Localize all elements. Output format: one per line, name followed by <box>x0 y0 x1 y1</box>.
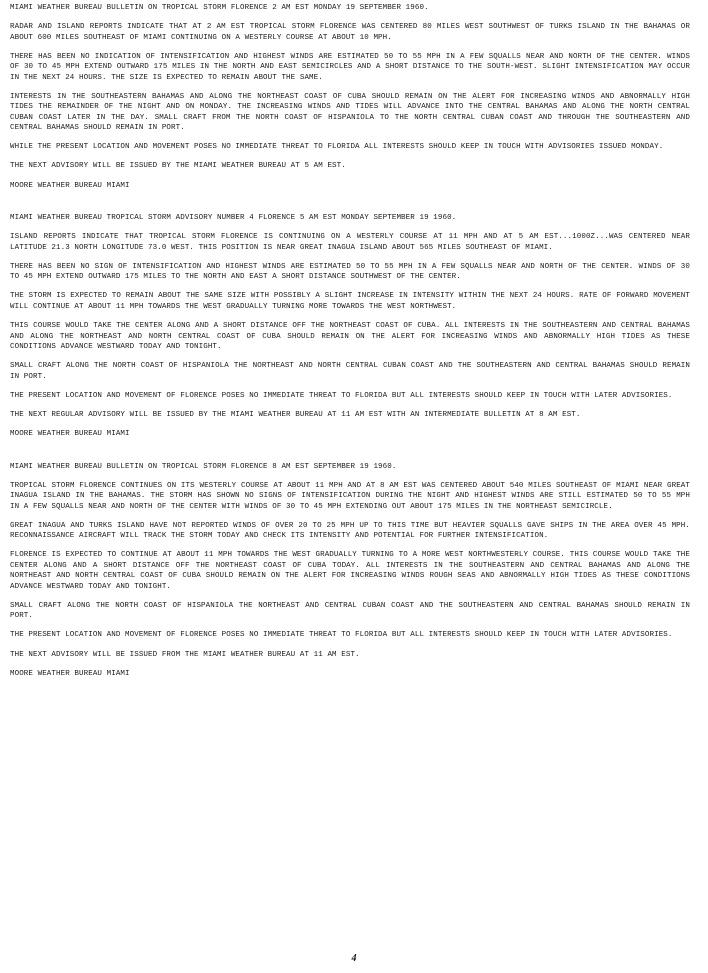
bulletin-heading: MIAMI WEATHER BUREAU BULLETIN ON TROPICAL STORM FLORENCE 8 AM EST SEPTEMBER 19 1960. <box>10 462 397 471</box>
bulletin-paragraph: THE NEXT ADVISORY WILL BE ISSUED BY THE MIAMI WEATHER BUREAU AT 5 AM EST. <box>10 162 346 171</box>
bulletin-paragraph: ISLAND REPORTS INDICATE THAT TROPICAL STORM FLORENCE IS CONTINUING ON A WESTERLY COURSE AT 11 MPH AND AT 5 AM EST...1000Z...WAS CENTERED NEAR LATITUDE 21.3 NORTH LONGITUDE 73.0 WEST. THIS POSITION IS NEAR GREAT INAGUA ISLAND ABOUT 565 MILES SOUTHEAST OF MIAMI. <box>10 233 690 252</box>
bulletin-paragraph: GREAT INAGUA AND TURKS ISLAND HAVE NOT REPORTED WINDS OF OVER 20 TO 25 MPH UP TO THIS TIME BUT HEAVIER SQUALLS GAVE SHIPS IN THE AREA OVER 45 MPH. RECONNAISSANCE AIRCRAFT WILL TRACK THE STORM TODAY AND CHECK ITS INTENSITY AND POTENTIAL FOR FURTHER INTENSIFICATION. <box>10 521 690 541</box>
bulletin-paragraph: WHILE THE PRESENT LOCATION AND MOVEMENT POSES NO IMMEDIATE THREAT TO FLORIDA ALL INTERESTS SHOULD KEEP IN TOUCH WITH ADVISORIES ISSUED MONDAY. <box>10 143 664 152</box>
page-number: 4 <box>351 953 357 964</box>
bulletin-paragraph: THIS COURSE WOULD TAKE THE CENTER ALONG AND A SHORT DISTANCE OFF THE NORTHEAST COAST OF CUBA. ALL INTERESTS IN THE SOUTHEASTERN AND CENTRAL BAHAMAS AND ALONG THE NORTHEAST AND NORTH CENTRAL COAST OF CUBA SHOULD REMAIN ON THE ALERT FOR INCREASING WINDS AND ABNORMALLY HIGH TIDES AS THESE CONDITIONS ADVANCE WESTWARD TODAY AND TONIGHT. <box>10 322 690 351</box>
bulletin-paragraph: RADAR AND ISLAND REPORTS INDICATE THAT AT 2 AM EST TROPICAL STORM FLORENCE WAS CENTERED 80 MILES WEST SOUTHWEST OF TURKS ISLAND IN THE BAHAMAS OR ABOUT 600 MILES SOUTHEAST OF MIAMI CONTINUING ON A WESTERLY COURSE AT ABOUT 10 MPH. <box>10 23 690 42</box>
bulletin-paragraph: INTERESTS IN THE SOUTHEASTERN BAHAMAS AND ALONG THE NORTHEAST COAST OF CUBA SHOULD REMAIN ON THE ALERT FOR INCREASING WINDS AND ABNORMALLY HIGH TIDES THE REMAINDER OF THE NIGHT AND ON MONDAY. THE INCREASING WINDS AND TIDES WILL ADVANCE INTO THE CENTRAL BAHAMAS AND ALONG THE NORTH CENTRAL CUBAN COAST LATER IN THE DAY. SMALL CRAFT FROM THE NORTH COAST OF HISPANIOLA TO THE NORTH CENTRAL CUBAN COAST AND THROUGH THE SOUTHEASTERN AND CENTRAL BAHAMAS SHOULD REMAIN IN PORT. <box>10 92 690 133</box>
bulletin-paragraph: THERE HAS BEEN NO INDICATION OF INTENSIFICATION AND HIGHEST WINDS ARE ESTIMATED 50 TO 55 MPH IN A FEW SQUALLS NEAR AND NORTH OF THE CENTER. WINDS OF 30 TO 45 MPH EXTEND OUTWARD 175 MILES IN THE NORTH AND EAST SEMICIRCLES AND A SHORT DISTANCE TO THE SOUTH-WEST. SLIGHT INTENSIFICATION MAY OCCUR IN THE NEXT 24 HOURS. THE SIZE IS EXPECTED TO REMAIN ABOUT THE SAME. <box>10 52 690 82</box>
bulletin-paragraph: SMALL CRAFT ALONG THE NORTH COAST OF HISPANIOLA THE NORTHEAST AND NORTH CENTRAL CUBAN COAST AND THE SOUTHEASTERN AND CENTRAL BAHAMAS SHOULD REMAIN IN PORT. <box>10 362 690 381</box>
bulletin-signature: MOORE WEATHER BUREAU MIAMI <box>10 181 130 190</box>
bulletin-signature: MOORE WEATHER BUREAU MIAMI <box>10 430 130 439</box>
bulletin-paragraph: THE PRESENT LOCATION AND MOVEMENT OF FLORENCE POSES NO IMMEDIATE THREAT TO FLORIDA BUT ALL INTERESTS SHOULD KEEP IN TOUCH WITH LATER ADVISORIES. <box>10 631 673 640</box>
bulletin-paragraph: THE STORM IS EXPECTED TO REMAIN ABOUT THE SAME SIZE WITH POSSIBLY A SLIGHT INCREASE IN INTENSITY WITHIN THE NEXT 24 HOURS. RATE OF FORWARD MOVEMENT WILL CONTINUE AT ABOUT 11 MPH TOWARDS THE WEST GRADUALLY TURNING MORE TOWARDS THE WEST NORTHWEST. <box>10 292 690 311</box>
bulletin-heading: MIAMI WEATHER BUREAU TROPICAL STORM ADVISORY NUMBER 4 FLORENCE 5 AM EST MONDAY SEPTEMBER 19 1960. <box>10 214 457 223</box>
bulletin-8am <box>10 462 690 680</box>
bulletin-paragraph: THE PRESENT LOCATION AND MOVEMENT OF FLORENCE POSES NO IMMEDIATE THREAT TO FLORIDA BUT ALL INTERESTS SHOULD KEEP IN TOUCH WITH LATER ADVISORIES. <box>10 391 673 400</box>
bulletin-heading: MIAMI WEATHER BUREAU BULLETIN ON TROPICAL STORM FLORENCE 2 AM EST MONDAY 19 SEPTEMBER 1960. <box>10 4 429 12</box>
advisory-4-5am <box>10 213 690 439</box>
bulletin-paragraph: THERE HAS BEEN NO SIGN OF INTENSIFICATION AND HIGHEST WINDS ARE ESTIMATED 50 TO 55 MPH IN A FEW SQUALLS NEAR AND NORTH OF THE CENTER. WINDS OF 30 TO 45 MPH EXTEND OUTWARD 175 MILES TO THE NORTH AND EAST A SHORT DISTANCE SOUTHWEST OF THE CENTER. <box>10 262 690 282</box>
bulletin-paragraph: TROPICAL STORM FLORENCE CONTINUES ON ITS WESTERLY COURSE AT ABOUT 11 MPH AND AT 8 AM EST WAS CENTERED ABOUT 540 MILES SOUTHEAST OF MIAMI NEAR GREAT INAGUA ISLAND IN THE BAHAMAS. THE STORM HAS SHOWN NO SIGNS OF INTENSIFICATION DURING THE NIGHT AND HIGHEST WINDS ARE STILL ESTIMATED 50 TO 55 MPH IN A FEW SQUALLS NEAR AND NORTH OF THE CENTER WITH WINDS OF 30 TO 45 MPH EXTENDING OUT ABOUT 175 MILES IN THE NORTHEAST SEMICIRCLE. <box>10 481 690 511</box>
bulletin-paragraph: FLORENCE IS EXPECTED TO CONTINUE AT ABOUT 11 MPH TOWARDS THE WEST GRADUALLY TURNING TO A MORE WEST NORTHWESTERLY COURSE. THIS COURSE WOULD TAKE THE CENTER ALONG AND A SHORT DISTANCE OFF THE NORTHEAST COAST OF CUBA TODAY. ALL INTERESTS IN THE SOUTHEASTERN AND CENTRAL BAHAMAS AND ALONG THE NORTHEAST AND NORTH CENTRAL COAST OF CUBA SHOULD REMAIN ON THE ALERT FOR INCREASING WINDS ROUGH SEAS AND ABNORMALLY HIGH TIDES AS THESE CONDITIONS ADVANCE WESTWARD TODAY AND TONIGHT. <box>10 551 690 591</box>
bulletin-paragraph: THE NEXT ADVISORY WILL BE ISSUED FROM THE MIAMI WEATHER BUREAU AT 11 AM EST. <box>10 650 360 659</box>
bulletin-signature: MOORE WEATHER BUREAU MIAMI <box>10 669 130 678</box>
bulletin-stack <box>10 3 690 679</box>
bulletin-paragraph: THE NEXT REGULAR ADVISORY WILL BE ISSUED BY THE MIAMI WEATHER BUREAU AT 11 AM EST WITH AN INTERMEDIATE BULLETIN AT 8 AM EST. <box>10 410 581 419</box>
bulletin-2am <box>10 3 690 191</box>
bulletin-paragraph: SMALL CRAFT ALONG THE NORTH COAST OF HISPANIOLA THE NORTHEAST AND CENTRAL CUBAN COAST AND THE SOUTHEASTERN AND CENTRAL BAHAMAS SHOULD REMAIN IN PORT. <box>10 601 690 621</box>
